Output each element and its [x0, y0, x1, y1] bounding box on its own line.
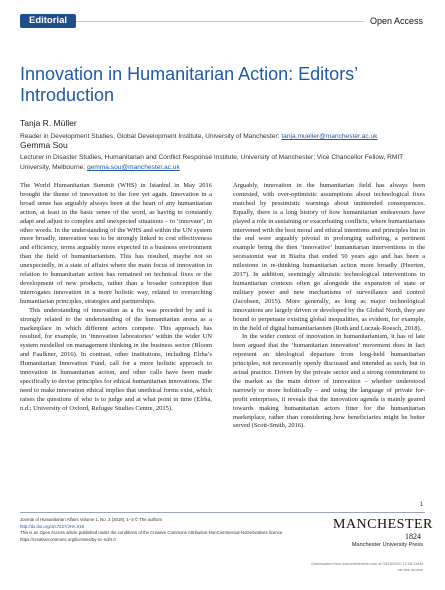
journal-citation: Journal of Humanitarian Affairs Volume 1, No. 3 (2019), 1–3 © The authors: [20, 517, 163, 522]
body-column-right: [233, 182, 425, 431]
footer-rule: [20, 512, 425, 513]
author-affiliation-2: [20, 153, 425, 173]
paragraph: This understanding of innovation as a fix was preceded by and is strongly related to the understanding of the humanitarian arena as a marketplace in which different actors compete. This approach has resulted, for example, in ‘innovation laboratories’ within the wider UN system modelled on management thinking in the business sector (Bloom and Faulkner, 2016). In contrast, other institutions, including Elrha’s Humanitarian Innovation Fund, call for a more holistic approach to innovation in humanitarian action, and other calls have been made specifically to devise principles for ethical humanitarian innovations. The need to make innovation ethical implies that unethical forms exist, which raises the questions of who is to judge and at what point in time (Elrha, n.d.; University of Oxford, Refugee Studies Centre, 2015).: [20, 306, 212, 412]
publisher-press: Manchester University Press: [351, 542, 423, 548]
affiliation-text-1: Reader in Development Studies, Global Development Institute, University of Manchester;: [20, 133, 280, 140]
footer-citation: [20, 517, 340, 543]
license-link[interactable]: https://creativecommons.org/licenses/by-nc-nd/4.0: [20, 536, 116, 542]
paragraph: In the wider context of innovation in humanitarianism, it has of late been argued that the ‘humanitarian innovation’ movement does in fact represent an ideological departure from long-held humanitarian principles, not necessarily openly discussed and intended as such, but in actual practice. Driven by the private sector and a strong commitment to the market as the main driver of innovation – whether understood narrowly or more holistically – and using the language of private for-profit enterprises, it reveals that the innovation agenda is mainly geared towards making humanitarian actors fitter for the humanitarian marketplace, rather than considering how beneficiaries might be better served (Scott-Smith, 2016).: [233, 333, 425, 430]
article-title: Innovation in Humanitarian Action: Editors’ Introduction: [20, 64, 358, 105]
download-note: Downloaded from manchesterhive.com at 05/16/2020 12:08:13AM: [311, 562, 423, 566]
header-rule: [76, 21, 364, 22]
editorial-badge: [20, 14, 76, 28]
open-access-label: Open Access: [369, 16, 423, 26]
author-email-link-1[interactable]: tanja.mueller@manchester.ac.uk: [281, 133, 378, 140]
publisher-year: 1824: [405, 532, 421, 541]
publisher-logo: [333, 517, 433, 549]
license-statement: This is an Open Access article published under the conditions of the Creative Commons Attribution-NonCommercial-NoDerivatives licence: [20, 530, 283, 536]
download-via: via free access: [397, 567, 423, 572]
author-email-link-2[interactable]: gemma.sou@manchester.ac.uk: [86, 164, 180, 171]
publisher-name: MANCHESTER: [333, 517, 433, 532]
editorial-badge-label: Editorial: [28, 15, 67, 26]
affiliation-text-2: Lecturer in Disaster Studies, Humanitarian and Conflict Response Institute, University of Manchester; Vice Chancellor Fellow, RMIT University, Melbourne;: [20, 154, 404, 171]
author-affiliation-1: [20, 132, 425, 142]
paragraph: The World Humanitarian Summit (WHS) in Istanbul in May 2016 brought the theme of innovation to the fore yet again. Innovation in a broad sense has arguably always been at the heart of any humanitarian action, at least in the basic sense of the word, as having to constantly adapt and adjust to complex and unexpected situations – to ‘innovate’, in other words. In the understanding of the WHS and within the UN system more broadly, innovation was to be strongly linked to cost effectiveness and efficiency, terms arguably more expected in a business environment than the field of humanitarianism. This has resulted, maybe not so unexpectedly, in a state of affairs where the main focus of innovation in relation to humanitarian action has remained on technical fixes or the development of new products, rather than a broader conception that interrogates innovation in a more holistic way, related to overarching humanitarian principles, strategies and partnerships.: [20, 182, 212, 305]
page-number: 1: [419, 502, 423, 508]
author-name-2: Gemma Sou: [20, 140, 68, 150]
doi-link[interactable]: http://dx.doi.org/10.7227/JHA.019: [20, 523, 85, 529]
download-notice: [311, 562, 423, 573]
body-column-left: [20, 182, 212, 414]
paragraph: Arguably, innovation in the humanitarian field has always been contested, with over-optimistic assumptions about technological fixes matched by pessimistic warnings about unintended consequences. Equally, there is a long history of how humanitarian endeavours have played a role in sustaining or exacerbating conflicts, where humanitarians intervened with the best moral and ethical intentions and principles but in the end were arguably pivotal in prolonging suffering, a pertinent example being the then ‘innovative’ humanitarian interventions in the secessionist war in Biafra that ended 50 years ago and has been a milestone in re-thinking humanitarian action more broadly (Heerten, 2017). In addition, seemingly altruistic technological interventions in humanitarian contexts often go alongside the expansion of state or military power and new mechanisms of surveillance and control (Jacobsen, 2015). More generally, as long as major technological innovations are largely driven or developed by the Global North, they are bound to perpetuate existing global inequalities, as evident, for example, in the field of digital humanitarianism (Roth and Luczak-Roesch, 2018).: [233, 182, 425, 332]
author-name-1: Tanja R. Müller: [20, 118, 77, 128]
